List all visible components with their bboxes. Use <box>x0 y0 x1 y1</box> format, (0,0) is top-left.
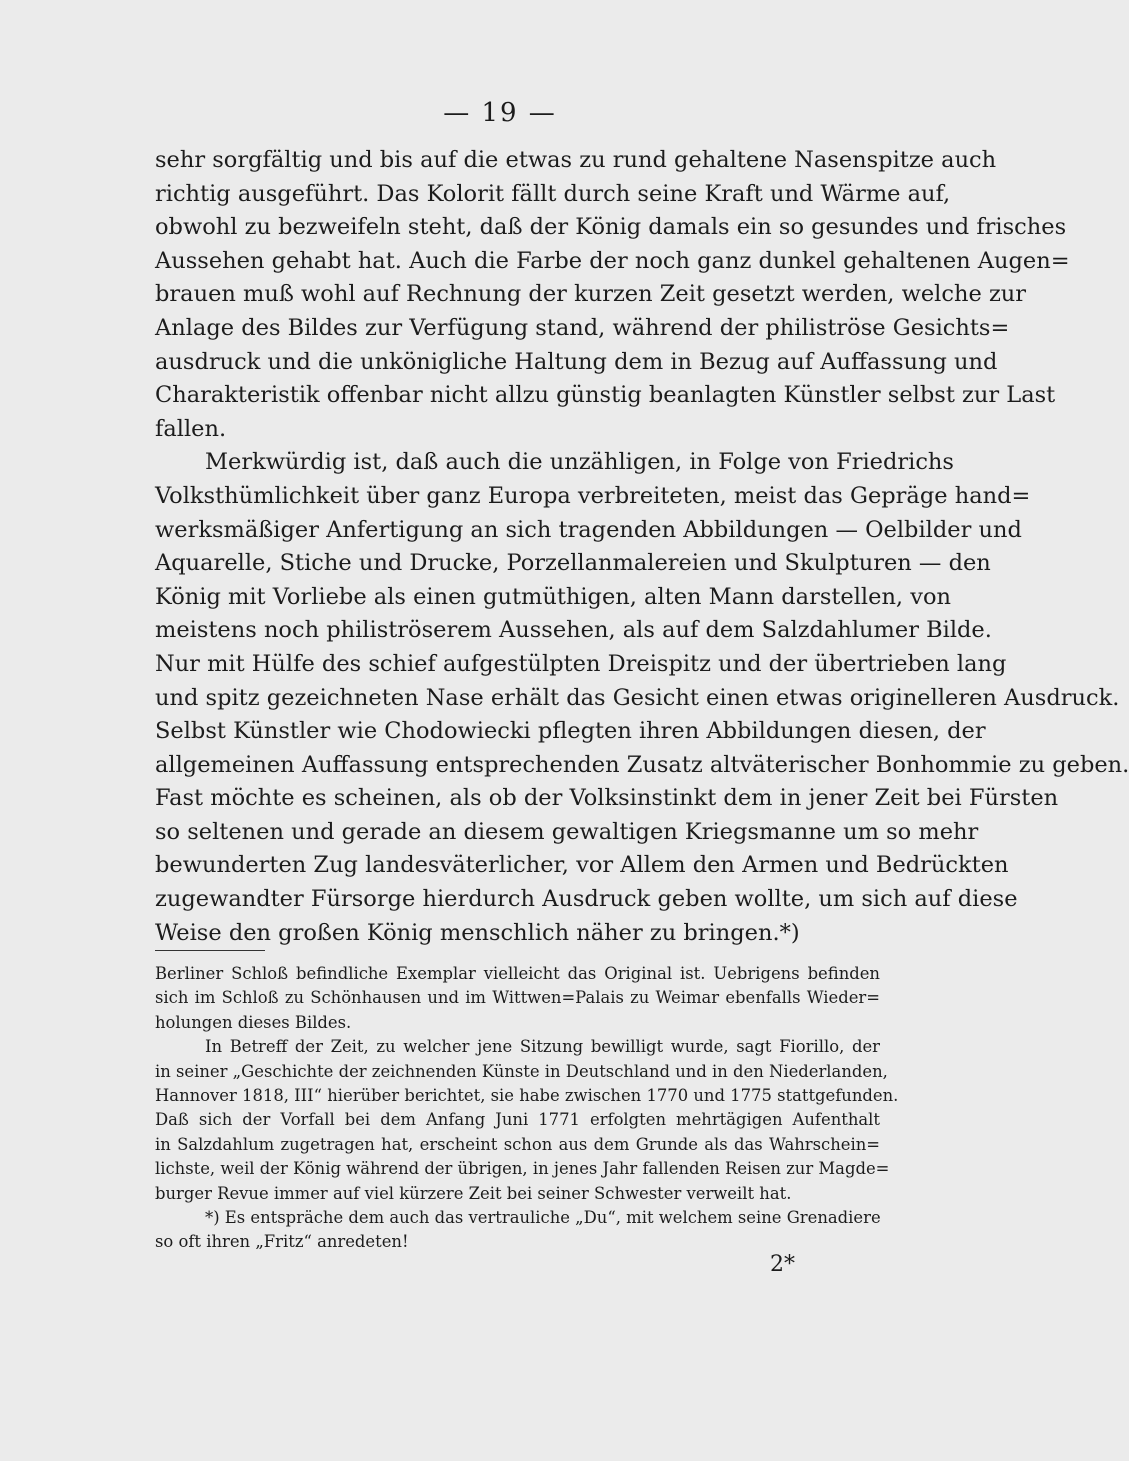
paragraph-line: zugewandter Fürsorge hierdurch Ausdruck geben wollte, um sich auf diese <box>155 886 1018 913</box>
paragraph-line: meistens noch philiströserem Aussehen, als auf dem Salzdahlumer Bilde. <box>155 617 992 644</box>
page-number: — 19 — <box>443 98 557 128</box>
footnote-line: *) Es entspräche dem auch das vertrauliche „Du“, mit welchem seine Grenadiere <box>205 1207 881 1227</box>
paragraph-line: bewunderten Zug landesväterlicher, vor Allem den Armen und Bedrückten <box>155 852 1009 879</box>
paragraph-line: richtig ausgeführt. Das Kolorit fällt durch seine Kraft und Wärme auf, <box>155 180 951 207</box>
paragraph-line: obwohl zu bezweifeln steht, daß der König damals ein so gesundes und frisches <box>155 214 1067 241</box>
footnote-line: In Betreff der Zeit, zu welcher jene Sitzung bewilligt wurde, sagt Fiorillo, der <box>205 1037 880 1057</box>
footnote-line: in Salzdahlum zugetragen hat, erscheint schon aus dem Grunde als das Wahrschein= <box>155 1134 880 1154</box>
footnote-line: in seiner „Geschichte der zeichnenden Künste in Deutschland und in den Niederlanden, <box>155 1061 888 1081</box>
paragraph-line: König mit Vorliebe als einen gutmüthigen, alten Mann darstellen, von <box>155 583 951 610</box>
paragraph-line: allgemeinen Auffassung entsprechenden Zusatz altväterischer Bonhommie zu geben. <box>155 751 1129 778</box>
paragraph-line: und spitz gezeichneten Nase erhält das Gesicht einen etwas originelleren Ausdruck. <box>155 684 1120 711</box>
footnote-line: burger Revue immer auf viel kürzere Zeit bei seiner Schwester verweilt hat. <box>155 1183 792 1203</box>
footnote-line: Hannover 1818, III“ hierüber berichtet, sie habe zwischen 1770 und 1775 stattgefunden. <box>155 1085 899 1105</box>
paragraph-line: Anlage des Bildes zur Verfügung stand, während der philiströse Gesichts= <box>155 314 1010 341</box>
footnotes <box>155 962 899 1255</box>
paragraph-line: Fast möchte es scheinen, als ob der Volksinstinkt dem in jener Zeit bei Fürsten <box>155 785 1059 812</box>
paragraph-line: Merkwürdig ist, daß auch die unzähligen, in Folge von Friedrichs <box>205 449 954 476</box>
paragraph-line: Charakteristik offenbar nicht allzu günstig beanlagten Künstler selbst zur Last <box>155 382 1056 409</box>
body-text <box>155 144 1129 950</box>
signature-mark: 2* <box>770 1252 795 1277</box>
paragraph-line: so seltenen und gerade an diesem gewaltigen Kriegsmanne um so mehr <box>155 818 979 845</box>
footnote-line: so oft ihren „Fritz“ anredeten! <box>155 1232 409 1252</box>
footnote-line: lichste, weil der König während der übrigen, in jenes Jahr fallenden Reisen zur Magde= <box>155 1159 890 1179</box>
footnote-line: holungen dieses Bildes. <box>155 1012 352 1032</box>
footnote-line: Daß sich der Vorfall bei dem Anfang Juni 1771 erfolgten mehrtägigen Aufenthalt <box>155 1110 880 1130</box>
paragraph-line: werksmäßiger Anfertigung an sich tragenden Abbildungen — Oelbilder und <box>155 516 1022 543</box>
paragraph-line: Volksthümlichkeit über ganz Europa verbreiteten, meist das Gepräge hand= <box>155 482 1031 509</box>
paragraph-line: sehr sorgfältig und bis auf die etwas zu rund gehaltene Nasenspitze auch <box>155 147 997 173</box>
paragraph-line: Aquarelle, Stiche und Drucke, Porzellanmalereien und Skulpturen — den <box>155 550 991 577</box>
paragraph-line: fallen. <box>155 415 227 442</box>
paragraph-line: brauen muß wohl auf Rechnung der kurzen Zeit gesetzt werden, welche zur <box>155 281 1027 308</box>
footnote-line: Berliner Schloß befindliche Exemplar vielleicht das Original ist. Uebrigens befinden <box>155 964 880 983</box>
paragraph-line: ausdruck und die unkönigliche Haltung dem in Bezug auf Auffassung und <box>155 348 998 375</box>
paragraph-line: Nur mit Hülfe des schief aufgestülpten Dreispitz und der übertrieben lang <box>155 650 1007 677</box>
paragraph-line: Weise den großen König menschlich näher zu bringen.*) <box>155 919 800 946</box>
paragraph-line: Selbst Künstler wie Chodowiecki pflegten ihren Abbildungen diesen, der <box>155 718 986 745</box>
paragraph-line: Aussehen gehabt hat. Auch die Farbe der noch ganz dunkel gehaltenen Augen= <box>155 247 1070 274</box>
footnote-line: sich im Schloß zu Schönhausen und im Wittwen=Palais zu Weimar ebenfalls Wieder= <box>155 988 880 1008</box>
footnote-divider <box>155 950 265 951</box>
